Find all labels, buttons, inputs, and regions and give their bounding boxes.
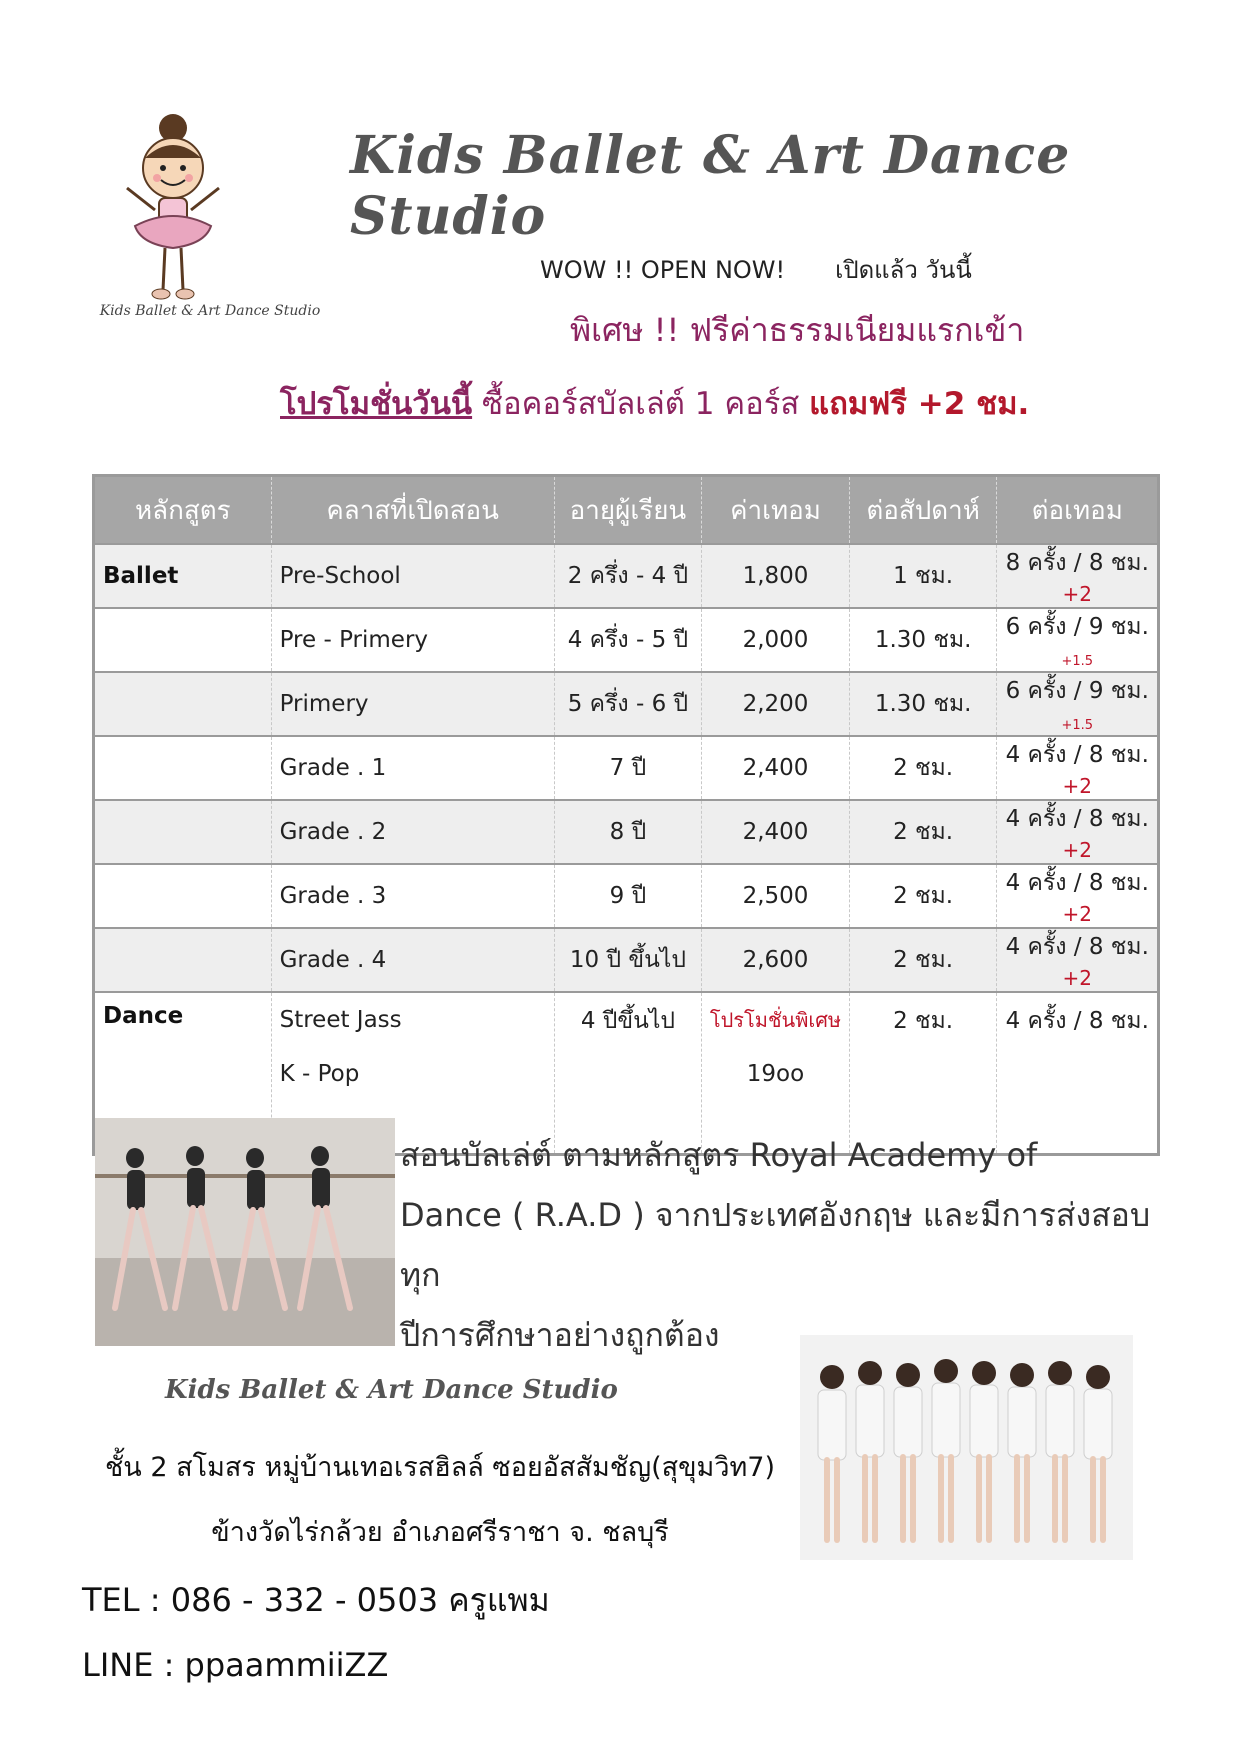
weekly-hours: 2 ชม. — [849, 800, 997, 864]
open-today-text: เปิดแล้ว วันนี้ — [835, 256, 972, 284]
bonus-hours: +1.5 — [1061, 718, 1094, 733]
course-empty — [94, 672, 272, 736]
promo-label: โปรโมชั่นวันนี้ — [280, 386, 473, 422]
bonus-hours: +1.5 — [1061, 654, 1094, 669]
bonus-hours: +2 — [1062, 582, 1092, 606]
bonus-hours: +2 — [1062, 902, 1092, 926]
class-name: Street Jass — [279, 1007, 402, 1033]
header-age: อายุผู้เรียน — [554, 476, 702, 545]
course-empty — [94, 736, 272, 800]
age: 10 ปี ขึ้นไป — [554, 928, 702, 992]
term-sessions — [997, 736, 1159, 800]
term-text: 4 ครั้ง / 8 ชม. — [1005, 934, 1149, 960]
telephone: TEL : 086 - 332 - 0503 ครูแพม — [82, 1581, 550, 1619]
age: 2 ครึ่ง - 4 ปี — [554, 544, 702, 608]
term-sessions: 4 ครั้ง / 8 ชม. — [997, 992, 1159, 1155]
table-row — [94, 864, 1159, 928]
fee: 2,400 — [702, 800, 850, 864]
term-sessions — [997, 864, 1159, 928]
fee: 2,000 — [702, 608, 850, 672]
line-id: LINE : ppaammiiZZ — [82, 1646, 389, 1684]
rad-line: สอนบัลเล่ต์ ตามหลักสูตร Royal Academy of — [400, 1136, 1038, 1174]
age: 5 ครึ่ง - 6 ปี — [554, 672, 702, 736]
header-class: คลาสที่เปิดสอน — [271, 476, 554, 545]
header-course: หลักสูตร — [94, 476, 272, 545]
studio-title: Kids Ballet & Art Dance Studio — [350, 125, 1071, 247]
term-text: 4 ครั้ง / 8 ชม. — [1005, 742, 1149, 768]
header-term: ต่อเทอม — [997, 476, 1159, 545]
term-text: 6 ครั้ง / 9 ชม. — [1005, 614, 1149, 640]
class-name: Grade . 1 — [271, 736, 554, 800]
table-row — [94, 672, 1159, 736]
course-empty — [94, 608, 272, 672]
course-empty — [94, 800, 272, 864]
weekly-hours: 1.30 ชม. — [849, 608, 997, 672]
class-name: Pre-School — [271, 544, 554, 608]
class-name: Grade . 3 — [271, 864, 554, 928]
course-empty — [94, 864, 272, 928]
course-empty — [94, 928, 272, 992]
term-sessions — [997, 928, 1159, 992]
class-name: Pre - Primery — [271, 608, 554, 672]
table-row — [94, 736, 1159, 800]
wow-text: WOW !! OPEN NOW! — [540, 256, 786, 284]
fee-value: 19oo — [746, 1061, 805, 1087]
table-row — [94, 544, 1159, 608]
age: 7 ปี — [554, 736, 702, 800]
rad-line: Dance ( R.A.D ) จากประเทศอังกฤษ และมีการส่งสอบทุก — [400, 1196, 1151, 1294]
class-name: Grade . 2 — [271, 800, 554, 864]
studio-logo — [95, 110, 315, 330]
class-name: Primery — [271, 672, 554, 736]
term-sessions — [997, 544, 1159, 608]
weekly-hours: 2 ชม. — [849, 928, 997, 992]
rad-description — [400, 1125, 1180, 1365]
fee: 2,500 — [702, 864, 850, 928]
weekly-hours: 1 ชม. — [849, 544, 997, 608]
weekly-hours: 2 ชม. — [849, 992, 997, 1155]
header-fee: ค่าเทอม — [702, 476, 850, 545]
address-line-1: ชั้น 2 สโมสร หมู่บ้านเทอเรสฮิลล์ ซอยอัสสัมชัญ(สุขุมวิท7) — [104, 1452, 776, 1483]
weekly-hours: 1.30 ชม. — [849, 672, 997, 736]
address-line-2: ข้างวัดไร่กล้วย อำเภอศรีราชา จ. ชลบุรี — [211, 1517, 669, 1548]
table-row — [94, 608, 1159, 672]
term-sessions — [997, 672, 1159, 736]
ballet-class-photo — [95, 1118, 395, 1346]
weekly-hours: 2 ชม. — [849, 736, 997, 800]
header-weekly: ต่อสัปดาห์ — [849, 476, 997, 545]
rad-line: ปีการศึกษาอย่างถูกต้อง — [400, 1316, 720, 1354]
table-row — [94, 800, 1159, 864]
special-promo-label: โปรโมชั่นพิเศษ — [709, 1008, 842, 1032]
term-text: 8 ครั้ง / 8 ชม. — [1005, 550, 1149, 576]
fee: 2,400 — [702, 736, 850, 800]
studio-name-small: Kids Ballet & Art Dance Studio — [165, 1375, 618, 1405]
promo-free: แถมฟรี +2 ชม. — [809, 386, 1030, 422]
bonus-hours: +2 — [1062, 774, 1092, 798]
weekly-hours: 2 ชม. — [849, 864, 997, 928]
special-offer-text: พิเศษ !! ฟรีค่าธรรมเนียมแรกเข้า — [570, 311, 1025, 349]
age: 4 ปีขึ้นไป — [554, 992, 702, 1155]
course-dance: Dance — [94, 992, 272, 1155]
term-sessions — [997, 800, 1159, 864]
course-ballet: Ballet — [94, 544, 272, 608]
fee: 2,200 — [702, 672, 850, 736]
promotion-line — [280, 378, 1080, 428]
bonus-hours: +2 — [1062, 838, 1092, 862]
term-text: 6 ครั้ง / 9 ชม. — [1005, 678, 1149, 704]
table-row — [94, 928, 1159, 992]
promo-text: ซื้อคอร์สบัลเล่ต์ 1 คอร์ส — [481, 386, 800, 422]
age: 9 ปี — [554, 864, 702, 928]
bonus-hours: +2 — [1062, 966, 1092, 990]
fee: 2,600 — [702, 928, 850, 992]
age: 8 ปี — [554, 800, 702, 864]
open-now-line — [540, 250, 1020, 289]
price-table — [92, 474, 1160, 1156]
logo-caption: Kids Ballet & Art Dance Studio — [99, 303, 321, 319]
table-header-row — [94, 476, 1159, 545]
term-sessions — [997, 608, 1159, 672]
class-name: Grade . 4 — [271, 928, 554, 992]
kpop-group-photo — [800, 1335, 1133, 1560]
class-name: K - Pop — [279, 1061, 360, 1087]
age: 4 ครึ่ง - 5 ปี — [554, 608, 702, 672]
fee: 1,800 — [702, 544, 850, 608]
term-text: 4 ครั้ง / 8 ชม. — [1005, 870, 1149, 896]
term-text: 4 ครั้ง / 8 ชม. — [1005, 806, 1149, 832]
